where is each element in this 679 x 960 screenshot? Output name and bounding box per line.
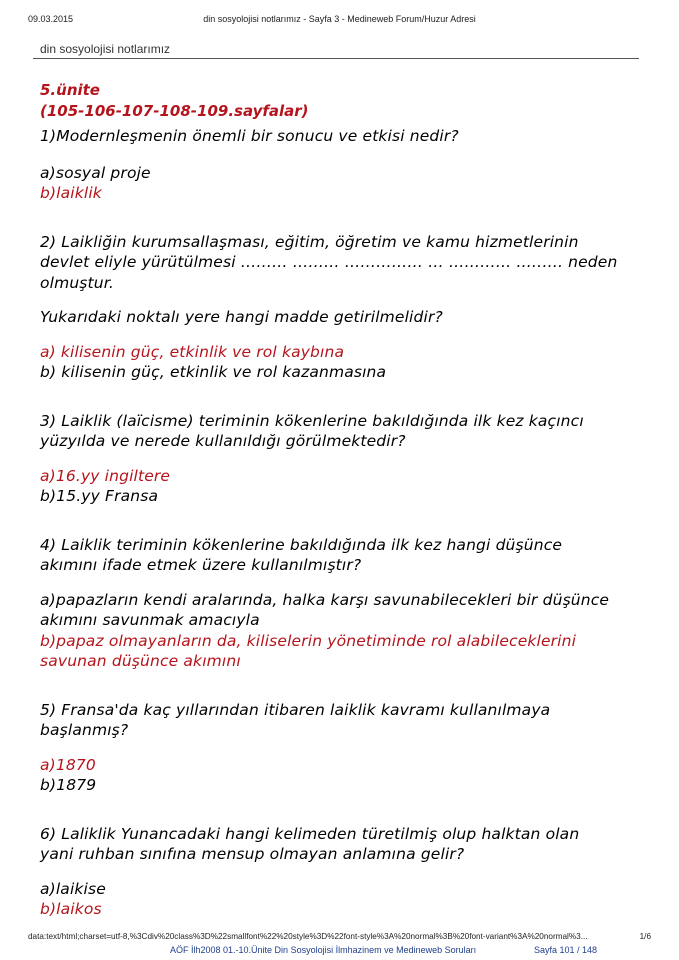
question-3-line-2: yüzyılda ve nerede kullanıldığı görülmektedir? <box>40 432 406 450</box>
document-body <box>40 80 640 920</box>
question-3-line-1: 3) Laiklik (laïcisme) teriminin kökenlerine bakıldığında ilk kez kaçıncı <box>40 411 584 430</box>
q6-option-a: a)laikise <box>40 879 106 898</box>
q4-option-a-line-2: akımını savunmak amacıyla <box>40 611 260 629</box>
q1-option-b: b)laiklik <box>40 184 102 202</box>
question-6-line-1: 6) Laliklik Yunancadaki hangi kelimeden türetilmiş olup halktan olan <box>40 824 580 843</box>
q5-option-b: b)1879 <box>40 776 97 794</box>
q5-option-a: a)1870 <box>40 755 96 774</box>
print-title: din sosyolojisi notlarımız - Sayfa 3 - Medineweb Forum/Huzur Adresi <box>203 14 476 24</box>
unit-title: 5.ünite <box>40 81 100 99</box>
q3-option-a: a)16.yy ingiltere <box>40 466 171 485</box>
question-2-line-3: olmuştur. <box>40 273 114 292</box>
q6-option-b: b)laikos <box>40 900 102 918</box>
q1-option-a: a)sosyal proje <box>40 163 151 182</box>
header-divider <box>33 58 639 59</box>
print-page-count: 1/6 <box>639 932 651 941</box>
print-url: data:text/html;charset=utf-8,%3Cdiv%20class%3D%22smallfont%22%20style%3D%22font-style%3A%20normal%3B%20font-variant%3A%20normal%3... <box>28 932 588 941</box>
footer-source-title: AÖF İlh2008 01.-10.Ünite Din Sosyolojisi İlmhazinem ve Medineweb Soruları <box>170 945 477 955</box>
print-header <box>28 14 651 28</box>
print-footer <box>28 932 651 960</box>
question-5-line-1: 5) Fransa'da kaç yıllarından itibaren laiklik kavramı kullanılmaya <box>40 700 551 719</box>
footer-page-number: Sayfa 101 / 148 <box>534 945 598 955</box>
question-2-prompt: Yukarıdaki noktalı yere hangi madde getirilmelidir? <box>40 308 443 326</box>
question-5-line-2: başlanmış? <box>40 721 129 739</box>
unit-pages: (105-106-107-108-109.sayfalar) <box>40 102 309 120</box>
question-2-line-2: devlet eliyle yürütülmesi ……… ……… …………… … ………… ..……. neden <box>40 253 618 271</box>
question-2-line-1: 2) Laikliğin kurumsallaşması, eğitim, öğretim ve kamu hizmetlerinin <box>40 232 579 251</box>
q2-option-a: a) kilisenin güç, etkinlik ve rol kaybına <box>40 342 345 361</box>
question-4-line-1: 4) Laiklik teriminin kökenlerine bakıldığında ilk kez hangi düşünce <box>40 535 563 554</box>
print-date: 09.03.2015 <box>28 14 74 24</box>
question-1: 1)Modernleşmenin önemli bir sonucu ve etkisi nedir? <box>40 127 459 145</box>
q3-option-b: b)15.yy Fransa <box>40 487 159 505</box>
q4-option-a-line-1: a)papazların kendi aralarında, halka karşı savunabilecekleri bir düşünce <box>40 590 610 609</box>
page-label: din sosyolojisi notlarımız <box>40 42 171 56</box>
q4-option-b-line-2: savunan düşünce akımını <box>40 652 241 670</box>
q2-option-b: b) kilisenin güç, etkinlik ve rol kazanmasına <box>40 363 387 381</box>
question-4-line-2: akımını ifade etmek üzere kullanılmıştır? <box>40 556 362 574</box>
q4-option-b-line-1: b)papaz olmayanların da, kiliselerin yönetiminde rol alabileceklerini <box>40 631 577 650</box>
question-6-line-2: yani ruhban sınıfına mensup olmayan anlamına gelir? <box>40 845 465 863</box>
